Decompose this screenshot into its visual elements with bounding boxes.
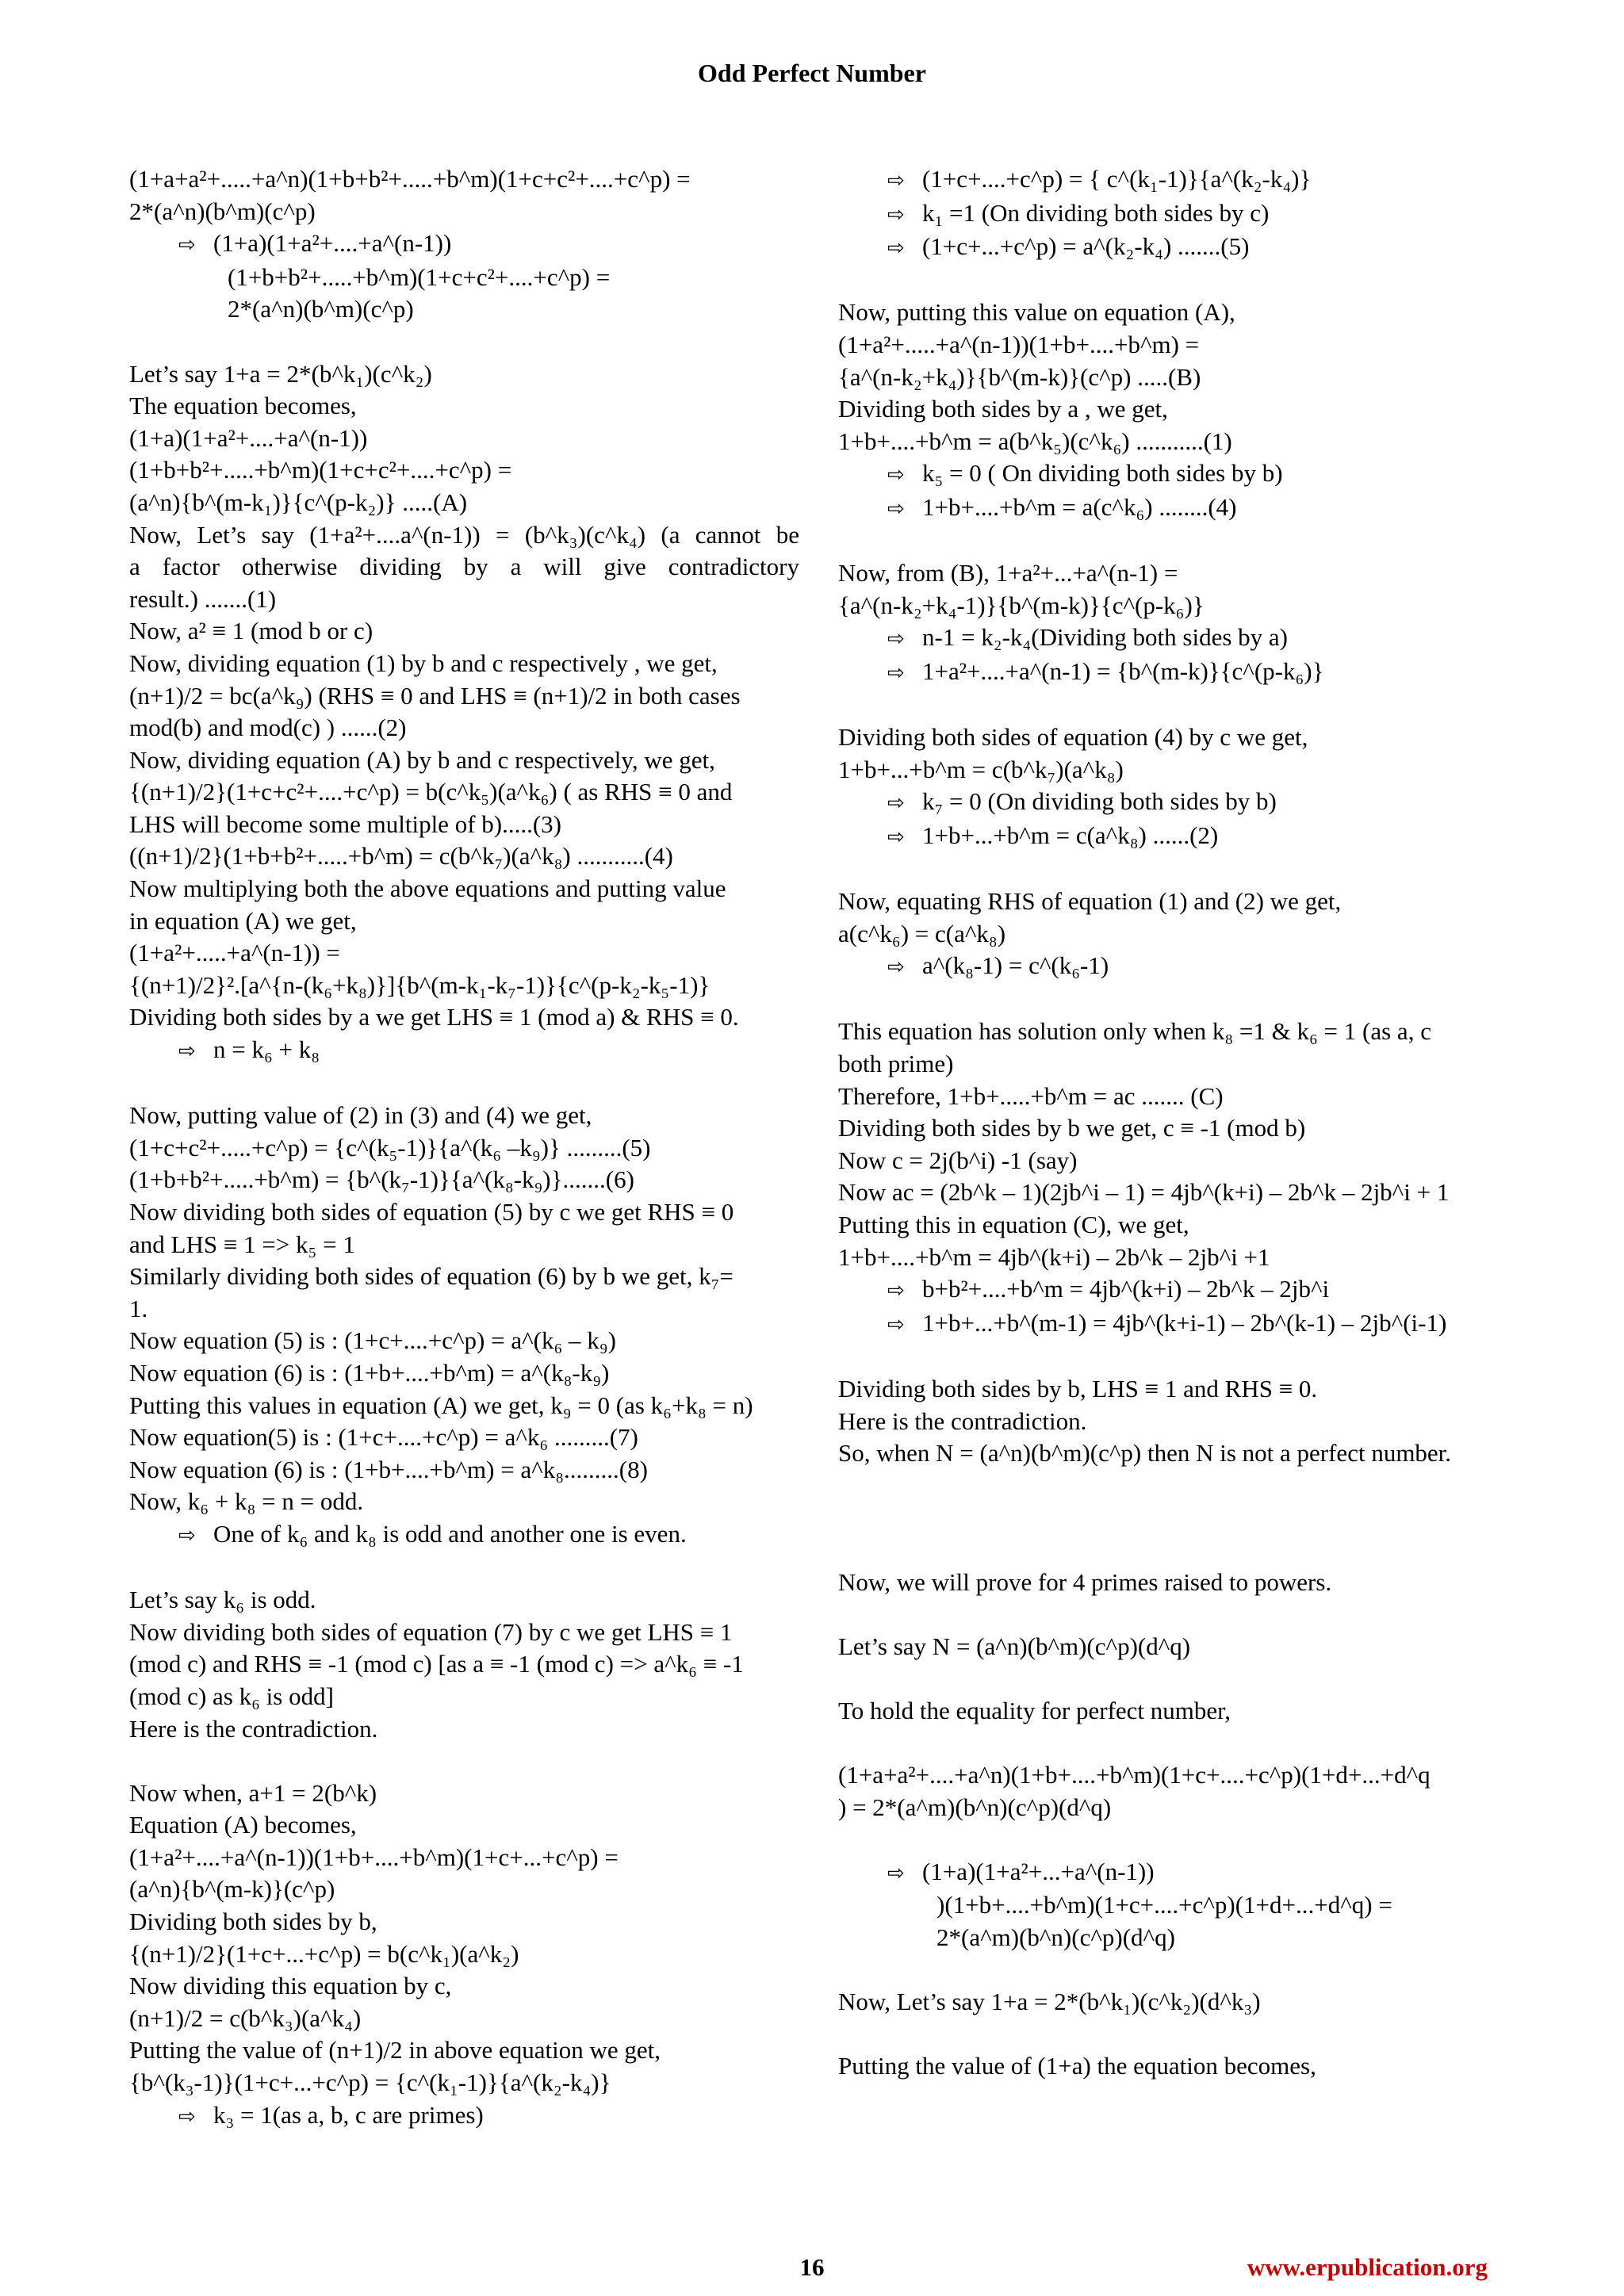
line-text: (n+1)/2 = c(b^k₃)(a^k₄) — [129, 2003, 362, 2032]
line-text: 1+b+....+b^m = a(b^k₅)(c^k₆) ...........(1) — [838, 427, 1232, 455]
line-text: (a^n){b^(m-k)}(c^p) — [129, 1875, 335, 1904]
text-line — [838, 590, 1516, 622]
line-text: Now ac = (2b^k – 1)(2jb^i – 1) = 4jb^(k+i) – 2b^k – 2jb^i + 1 — [838, 1178, 1450, 1207]
implies-arrow-icon: ⇨ — [178, 233, 196, 258]
text-line — [129, 1648, 799, 1681]
text-line — [129, 1164, 799, 1196]
line-text: Now, we will prove for 4 primes raised to powers. — [838, 1567, 1332, 1596]
line-text: ((n+1)/2}(1+b+b²+.....+b^m) = c(b^k₇)(a^k₈) ...........(4) — [129, 842, 673, 871]
text-line — [129, 776, 799, 809]
text-line — [838, 1759, 1516, 1792]
blank-line — [838, 1823, 1516, 1856]
line-text: Now, from (B), 1+a²+...+a^(n-1) = — [838, 559, 1178, 587]
line-text: 1+b+...+b^m = c(a^k₈) ......(2) — [922, 821, 1219, 849]
line-text: (n+1)/2 = bc(a^k₉) (RHS ≡ 0 and LHS ≡ (n+1)/2 in both cases — [129, 681, 741, 710]
line-text: Now, dividing equation (A) by b and c respectively, we get, — [129, 745, 715, 774]
line-text: So, when N = (a^n)(b^m)(c^p) then N is not a perfect number. — [838, 1439, 1452, 1468]
line-text: (1+a)(1+a²+....+a^(n-1)) — [213, 229, 452, 258]
text-line — [129, 1486, 799, 1518]
line-text: To hold the equality for perfect number, — [838, 1696, 1231, 1724]
line-text: Dividing both sides by b we get, c ≡ -1 (mod b) — [838, 1114, 1306, 1142]
implication-line — [838, 950, 1516, 984]
line-text: {(n+1)/2}(1+c+c²+....+c^p) = b(c^k₅)(a^k₆) ( as RHS ≡ 0 and — [129, 778, 733, 806]
line-text: Now dividing both sides of equation (7) by c we get LHS ≡ 1 — [129, 1617, 733, 1646]
line-text: Now when, a+1 = 2(b^k) — [129, 1778, 377, 1807]
line-text: Putting this in equation (C), we get, — [838, 1211, 1189, 1238]
implication-line — [838, 786, 1516, 820]
line-text: Putting this values in equation (A) we get, k₉ = 0 (as k₆+k₈ = n) — [129, 1391, 753, 1419]
line-text: Now equation (5) is : (1+c+....+c^p) = a^(k₆ – k₉) — [129, 1326, 616, 1355]
implication-line — [838, 457, 1516, 492]
text-line — [129, 293, 799, 326]
text-line — [838, 886, 1516, 918]
line-text: Equation (A) becomes, — [129, 1811, 357, 1839]
text-line — [129, 358, 799, 391]
text-line — [838, 297, 1516, 329]
line-text: {b^(k₃-1)}(1+c+...+c^p) = {c^(k₁-1)}{a^(k₂-k₄)} — [129, 2068, 611, 2097]
text-line — [838, 329, 1516, 362]
text-line — [129, 615, 799, 648]
implication-line — [129, 228, 799, 262]
blank-line — [129, 1552, 799, 1585]
blank-line — [129, 1068, 799, 1100]
blank-line — [838, 1598, 1516, 1631]
implies-arrow-icon: ⇨ — [178, 1523, 196, 1548]
line-text: (1+a)(1+a²+....+a^(n-1)) — [129, 423, 368, 452]
implies-arrow-icon: ⇨ — [887, 955, 905, 980]
blank-line — [838, 690, 1516, 722]
text-line — [129, 487, 799, 519]
implies-arrow-icon: ⇨ — [178, 2104, 196, 2129]
line-text: Here is the contradiction. — [129, 1714, 378, 1743]
implication-line — [838, 197, 1516, 232]
text-line — [129, 680, 799, 713]
line-text: Now equation (6) is : (1+b+....+b^m) = a^k₈.........(8) — [129, 1455, 648, 1483]
line-text: 1+b+....+b^m = a(c^k₆) ........(4) — [922, 492, 1237, 521]
text-line — [129, 809, 799, 841]
text-line — [838, 1048, 1516, 1081]
implies-arrow-icon: ⇨ — [887, 1279, 905, 1303]
line-text: ) = 2*(a^m)(b^n)(c^p)(d^q) — [838, 1793, 1112, 1821]
line-text: (mod c) and RHS ≡ -1 (mod c) [as a ≡ -1 (mod c) => a^k₆ ≡ -1 — [129, 1650, 744, 1678]
line-text: {a^(n-k₂+k₄)}{b^(m-k)}(c^p) .....(B) — [838, 362, 1201, 391]
text-line — [838, 1567, 1516, 1599]
line-text: {(n+1)/2}(1+c+...+c^p) = b(c^k₁)(a^k₂) — [129, 1939, 519, 1968]
implication-line — [838, 163, 1516, 197]
text-line — [129, 1422, 799, 1454]
implication-line — [838, 656, 1516, 690]
blank-line — [838, 1534, 1516, 1567]
line-text: a^(k₈-1) = c^(k₆-1) — [922, 951, 1109, 980]
text-line — [129, 1390, 799, 1422]
line-text: k₁ =1 (On dividing both sides by c) — [922, 198, 1270, 227]
blank-line — [838, 526, 1516, 558]
line-text: Putting the value of (n+1)/2 in above equation we get, — [129, 2036, 661, 2064]
text-line — [129, 840, 799, 873]
line-text: Now, k₆ + k₈ = n = odd. — [129, 1487, 364, 1516]
text-line — [129, 262, 799, 294]
line-text: (1+a²+.....+a^(n-1))(1+b+....+b^m) = — [838, 330, 1200, 358]
line-text: {a^(n-k₂+k₄-1)}{b^(m-k)}{c^(p-k₆)} — [838, 591, 1205, 619]
text-line — [129, 1970, 799, 2003]
line-text: Putting the value of (1+a) the equation becomes, — [838, 2052, 1316, 2080]
text-line — [129, 2034, 799, 2067]
line-text: Now multiplying both the above equations and putting value — [129, 874, 726, 903]
implies-arrow-icon: ⇨ — [178, 1039, 196, 1064]
blank-line — [838, 1954, 1516, 1987]
line-text: both prime) — [838, 1050, 954, 1078]
line-text: Similarly dividing both sides of equation (6) by b we get, k₇= — [129, 1262, 733, 1291]
text-line — [838, 557, 1516, 590]
text-line — [129, 1261, 799, 1293]
line-text: k₇ = 0 (On dividing both sides by b) — [922, 787, 1277, 816]
line-text: Now equation(5) is : (1+c+....+c^p) = a^k₆ .........(7) — [129, 1423, 638, 1452]
left-column — [129, 163, 799, 2133]
text-line — [129, 937, 799, 970]
line-text: Now, putting value of (2) in (3) and (4) we get, — [129, 1101, 592, 1130]
text-line — [129, 390, 799, 423]
page-title: Odd Perfect Number — [698, 59, 926, 87]
line-text: Now c = 2j(b^i) -1 (say) — [838, 1146, 1078, 1174]
implication-line — [838, 820, 1516, 854]
text-line — [838, 1889, 1516, 1922]
line-text: The equation becomes, — [129, 392, 357, 420]
implication-line — [838, 1307, 1516, 1341]
line-text: Now equation (6) is : (1+b+....+b^m) = a^(k₈-k₉) — [129, 1358, 610, 1387]
text-line — [129, 584, 799, 616]
blank-line — [838, 1728, 1516, 1760]
text-line — [838, 1145, 1516, 1177]
text-line — [838, 393, 1516, 426]
line-text: 1+b+....+b^m = 4jb^(k+i) – 2b^k – 2jb^i +1 — [838, 1242, 1270, 1271]
text-line — [838, 1177, 1516, 1209]
text-line — [838, 1986, 1516, 2019]
page-number: 16 — [799, 2253, 825, 2281]
line-text: (1+b+b²+.....+b^m)(1+c+c²+....+c^p) = — [129, 456, 512, 484]
line-text: result.) .......(1) — [129, 584, 277, 613]
line-text: {(n+1)/2}².[a^{n-(k₆+k₈)}]{b^(m-k₁-k₇-1)}{c^(p-k₂-k₅-1)} — [129, 970, 710, 999]
text-line — [838, 918, 1516, 951]
text-line — [129, 1454, 799, 1487]
text-line — [838, 1016, 1516, 1048]
line-text: k₅ = 0 ( On dividing both sides by b) — [922, 459, 1283, 488]
text-line — [129, 519, 799, 552]
line-text: Dividing both sides by b, LHS ≡ 1 and RHS ≡ 0. — [838, 1374, 1318, 1402]
text-line — [838, 754, 1516, 786]
text-line — [129, 1357, 799, 1390]
text-line — [838, 426, 1516, 458]
journal-url[interactable]: www.erpublication.org — [1247, 2253, 1488, 2281]
line-text: This equation has solution only when k₈ =1 & k₆ = 1 (as a, c — [838, 1017, 1431, 1046]
line-text: n-1 = k₂-k₄(Dividing both sides by a) — [922, 623, 1288, 652]
line-text: mod(b) and mod(c) ) ......(2) — [129, 714, 407, 742]
implies-arrow-icon: ⇨ — [887, 496, 905, 521]
text-line — [129, 1681, 799, 1713]
line-text: b+b²+....+b^m = 4jb^(k+i) – 2b^k – 2jb^i — [922, 1275, 1330, 1303]
line-text: (mod c) as k₆ is odd] — [129, 1682, 334, 1710]
blank-line — [838, 984, 1516, 1016]
line-text: Dividing both sides of equation (4) by c we get, — [838, 723, 1308, 752]
line-text: 2*(a^n)(b^m)(c^p) — [228, 295, 414, 323]
implication-line — [129, 1034, 799, 1068]
implication-line — [838, 1856, 1516, 1890]
text-line — [129, 1617, 799, 1649]
blank-line — [838, 1502, 1516, 1534]
line-text: in equation (A) we get, — [129, 906, 357, 935]
text-line — [129, 1873, 799, 1906]
text-line — [838, 362, 1516, 394]
text-line — [129, 1777, 799, 1810]
implies-arrow-icon: ⇨ — [887, 660, 905, 685]
implication-line — [129, 1518, 799, 1552]
text-line — [129, 1001, 799, 1034]
line-text: Dividing both sides by a , we get, — [838, 395, 1168, 423]
line-text: One of k₆ and k₈ is odd and another one is even. — [213, 1519, 687, 1548]
line-text: a(c^k₆) = c(a^k₈) — [838, 919, 1006, 947]
line-text: Here is the contradiction. — [838, 1406, 1087, 1435]
text-line — [838, 1081, 1516, 1113]
blank-line — [838, 2019, 1516, 2051]
text-line — [129, 1132, 799, 1165]
text-line — [129, 423, 799, 455]
text-line — [129, 1906, 799, 1938]
implies-arrow-icon: ⇨ — [887, 463, 905, 488]
blank-line — [838, 265, 1516, 297]
line-text: Let’s say 1+a = 2*(b^k₁)(c^k₂) — [129, 359, 432, 388]
line-text: Now, Let’s say (1+a²+....a^(n-1)) = (b^k₃)(c^k₄) (a cannot be — [129, 520, 799, 549]
implication-line — [838, 622, 1516, 656]
text-line — [129, 2067, 799, 2099]
text-line — [838, 1792, 1516, 1824]
line-text: LHS will become some multiple of b).....(3) — [129, 809, 561, 838]
text-line — [838, 2050, 1516, 2083]
line-text: (1+a²+....+a^(n-1))(1+b+....+b^m)(1+c+...+c^p) = — [129, 1843, 619, 1871]
line-text: 2*(a^m)(b^n)(c^p)(d^q) — [936, 1923, 1175, 1952]
text-line — [838, 1406, 1516, 1438]
blank-line — [838, 1341, 1516, 1373]
text-line — [129, 2003, 799, 2035]
line-text: )(1+b+....+b^m)(1+c+....+c^p)(1+d+...+d^q) = — [936, 1891, 1392, 1919]
text-line — [129, 196, 799, 228]
blank-line — [129, 326, 799, 358]
line-text: Dividing both sides by b, — [129, 1908, 377, 1936]
text-line — [838, 721, 1516, 754]
text-line — [838, 1922, 1516, 1954]
line-text: Now, equating RHS of equation (1) and (2) we get, — [838, 887, 1342, 916]
line-text: 1+b+...+b^m = c(b^k₇)(a^k₈) — [838, 755, 1124, 783]
implication-line — [838, 492, 1516, 526]
line-text: and LHS ≡ 1 => k₅ = 1 — [129, 1230, 355, 1258]
blank-line — [838, 853, 1516, 886]
text-line — [129, 1196, 799, 1229]
text-line — [129, 712, 799, 744]
text-line — [129, 1325, 799, 1357]
implication-line — [129, 2099, 799, 2133]
text-line — [838, 1242, 1516, 1274]
text-line — [838, 1112, 1516, 1145]
implies-arrow-icon: ⇨ — [887, 1312, 905, 1337]
line-text: Now, a² ≡ 1 (mod b or c) — [129, 617, 373, 645]
line-text: (1+a+a²+....+a^n)(1+b+....+b^m)(1+c+....+c^p)(1+d+...+d^q — [838, 1761, 1431, 1789]
line-text: (1+b+b²+.....+b^m)(1+c+c²+....+c^p) = — [228, 262, 611, 291]
text-line — [838, 1373, 1516, 1406]
text-line — [129, 1229, 799, 1261]
text-line — [129, 905, 799, 938]
text-line — [129, 1713, 799, 1746]
text-line — [129, 551, 799, 584]
line-text: Therefore, 1+b+.....+b^m = ac ....... (C) — [838, 1081, 1224, 1110]
implies-arrow-icon: ⇨ — [887, 825, 905, 849]
text-line — [838, 1695, 1516, 1728]
text-line — [838, 1209, 1516, 1242]
text-line — [129, 163, 799, 196]
implies-arrow-icon: ⇨ — [887, 791, 905, 816]
text-line — [129, 1938, 799, 1971]
text-line — [129, 1584, 799, 1617]
implies-arrow-icon: ⇨ — [887, 169, 905, 193]
implies-arrow-icon: ⇨ — [887, 202, 905, 227]
blank-line — [838, 1470, 1516, 1502]
line-text: 2*(a^n)(b^m)(c^p) — [129, 197, 316, 225]
blank-line — [838, 1663, 1516, 1695]
implication-line — [838, 231, 1516, 265]
text-line — [129, 1293, 799, 1326]
line-text: Now, Let’s say 1+a = 2*(b^k₁)(c^k₂)(d^k₃) — [838, 1988, 1261, 2016]
line-text: n = k₆ + k₈ — [213, 1035, 320, 1064]
implies-arrow-icon: ⇨ — [887, 627, 905, 652]
text-line — [129, 1842, 799, 1874]
line-text: 1+b+...+b^(m-1) = 4jb^(k+i-1) – 2b^(k-1) – 2jb^(i-1) — [922, 1308, 1447, 1337]
text-line — [129, 454, 799, 487]
line-text: 1+a²+....+a^(n-1) = {b^(m-k)}{c^(p-k₆)} — [922, 656, 1324, 685]
text-line — [838, 1631, 1516, 1663]
text-line — [129, 970, 799, 1002]
right-column — [838, 163, 1516, 2083]
line-text: a factor otherwise dividing by a will give contradictory — [129, 553, 799, 581]
line-text: 1. — [129, 1294, 148, 1322]
text-line — [129, 744, 799, 777]
line-text: Now, putting this value on equation (A), — [838, 298, 1235, 327]
line-text: Now dividing this equation by c, — [129, 1972, 452, 2000]
line-text: (1+c+....+c^p) = { c^(k₁-1)}{a^(k₂-k₄)} — [922, 165, 1312, 193]
line-text: Let’s say N = (a^n)(b^m)(c^p)(d^q) — [838, 1632, 1191, 1660]
line-text: (1+a+a²+.....+a^n)(1+b+b²+.....+b^m)(1+c+c²+....+c^p) = — [129, 165, 691, 193]
implies-arrow-icon: ⇨ — [887, 1861, 905, 1885]
text-line — [129, 648, 799, 680]
text-line — [838, 1437, 1516, 1470]
line-text: Now, dividing equation (1) by b and c respectively , we get, — [129, 649, 718, 677]
text-line — [129, 1100, 799, 1132]
line-text: (a^n){b^(m-k₁)}{c^(p-k₂)} .....(A) — [129, 488, 468, 516]
implies-arrow-icon: ⇨ — [887, 236, 905, 261]
line-text: Let’s say k₆ is odd. — [129, 1586, 316, 1614]
implication-line — [838, 1273, 1516, 1307]
line-text: (1+a)(1+a²+...+a^(n-1)) — [922, 1857, 1155, 1885]
blank-line — [129, 1745, 799, 1777]
line-text: (1+c+...+c^p) = a^(k₂-k₄) .......(5) — [922, 232, 1250, 261]
line-text: (1+a²+.....+a^(n-1)) = — [129, 939, 340, 967]
text-line — [129, 1809, 799, 1842]
line-text: Dividing both sides by a we get LHS ≡ 1 (mod a) & RHS ≡ 0. — [129, 1003, 739, 1031]
line-text: Now dividing both sides of equation (5) by c we get RHS ≡ 0 — [129, 1198, 734, 1226]
line-text: (1+c+c²+.....+c^p) = {c^(k₅-1)}{a^(k₆ –k₉)} .........(5) — [129, 1133, 651, 1161]
text-line — [129, 873, 799, 905]
line-text: (1+b+b²+.....+b^m) = {b^(k₇-1)}{a^(k₈-k₉)}.......(6) — [129, 1165, 634, 1194]
line-text: k₃ = 1(as a, b, c are primes) — [213, 2100, 484, 2129]
